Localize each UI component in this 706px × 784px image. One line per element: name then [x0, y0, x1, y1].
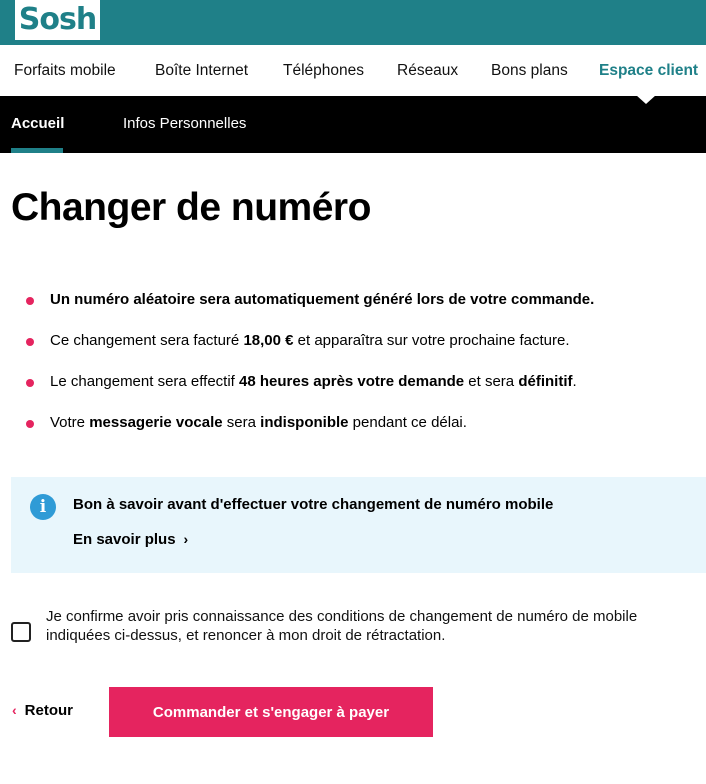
confirm-label: Je confirme avoir pris connaissance des conditions de changement de numéro de mobile indiquées ci-dessus, et renoncer à mon droit de rétractation.: [46, 608, 638, 644]
bullet-dot-icon: [26, 379, 34, 387]
order-submit-button[interactable]: Commander et s'engager à payer: [109, 687, 433, 737]
subnav-accueil[interactable]: Accueil: [11, 115, 65, 132]
confirm-checkbox[interactable]: [11, 622, 31, 642]
bullet-dot-icon: [26, 338, 34, 346]
bullet-dot-icon: [26, 420, 34, 428]
learn-more-link[interactable]: [73, 531, 188, 548]
back-label: Retour: [24, 702, 74, 719]
list-item: Le changement sera effectif 48 heures après votre demande et sera définitif.: [26, 372, 696, 413]
info-icon: i: [30, 494, 56, 520]
nav-reseaux[interactable]: Réseaux: [397, 62, 459, 79]
sosh-logo[interactable]: Sosh: [15, 0, 100, 40]
list-item: Votre messagerie vocale sera indisponible pendant ce délai.: [26, 413, 696, 454]
nav-boite-internet[interactable]: Boîte Internet: [155, 62, 249, 79]
nav-telephones[interactable]: Téléphones: [283, 62, 365, 79]
nav-forfaits-mobile[interactable]: Forfaits mobile: [14, 62, 116, 79]
chevron-left-icon: ‹: [12, 702, 17, 718]
active-tab-indicator: [11, 148, 63, 153]
nav-espace-client[interactable]: Espace client: [599, 62, 699, 79]
sub-nav: [0, 96, 706, 153]
info-box: [11, 477, 706, 573]
back-link[interactable]: [12, 702, 73, 719]
chevron-right-icon: ›: [183, 531, 189, 547]
page-title: Changer de numéro: [11, 186, 371, 229]
subnav-infos-personnelles[interactable]: Infos Personnelles: [123, 115, 247, 132]
bullet-dot-icon: [26, 297, 34, 305]
list-item: Un numéro aléatoire sera automatiquement généré lors de votre commande.: [26, 290, 696, 331]
top-bar: [0, 0, 706, 45]
nav-bons-plans[interactable]: Bons plans: [491, 62, 568, 79]
main-nav: [0, 45, 706, 96]
list-item: Ce changement sera facturé 18,00 € et apparaîtra sur votre prochaine facture.: [26, 331, 696, 372]
learn-more-label: En savoir plus: [73, 531, 176, 548]
active-nav-caret: [636, 95, 656, 104]
conditions-list: [26, 290, 696, 454]
info-title: Bon à savoir avant d'effectuer votre changement de numéro mobile: [73, 496, 554, 513]
